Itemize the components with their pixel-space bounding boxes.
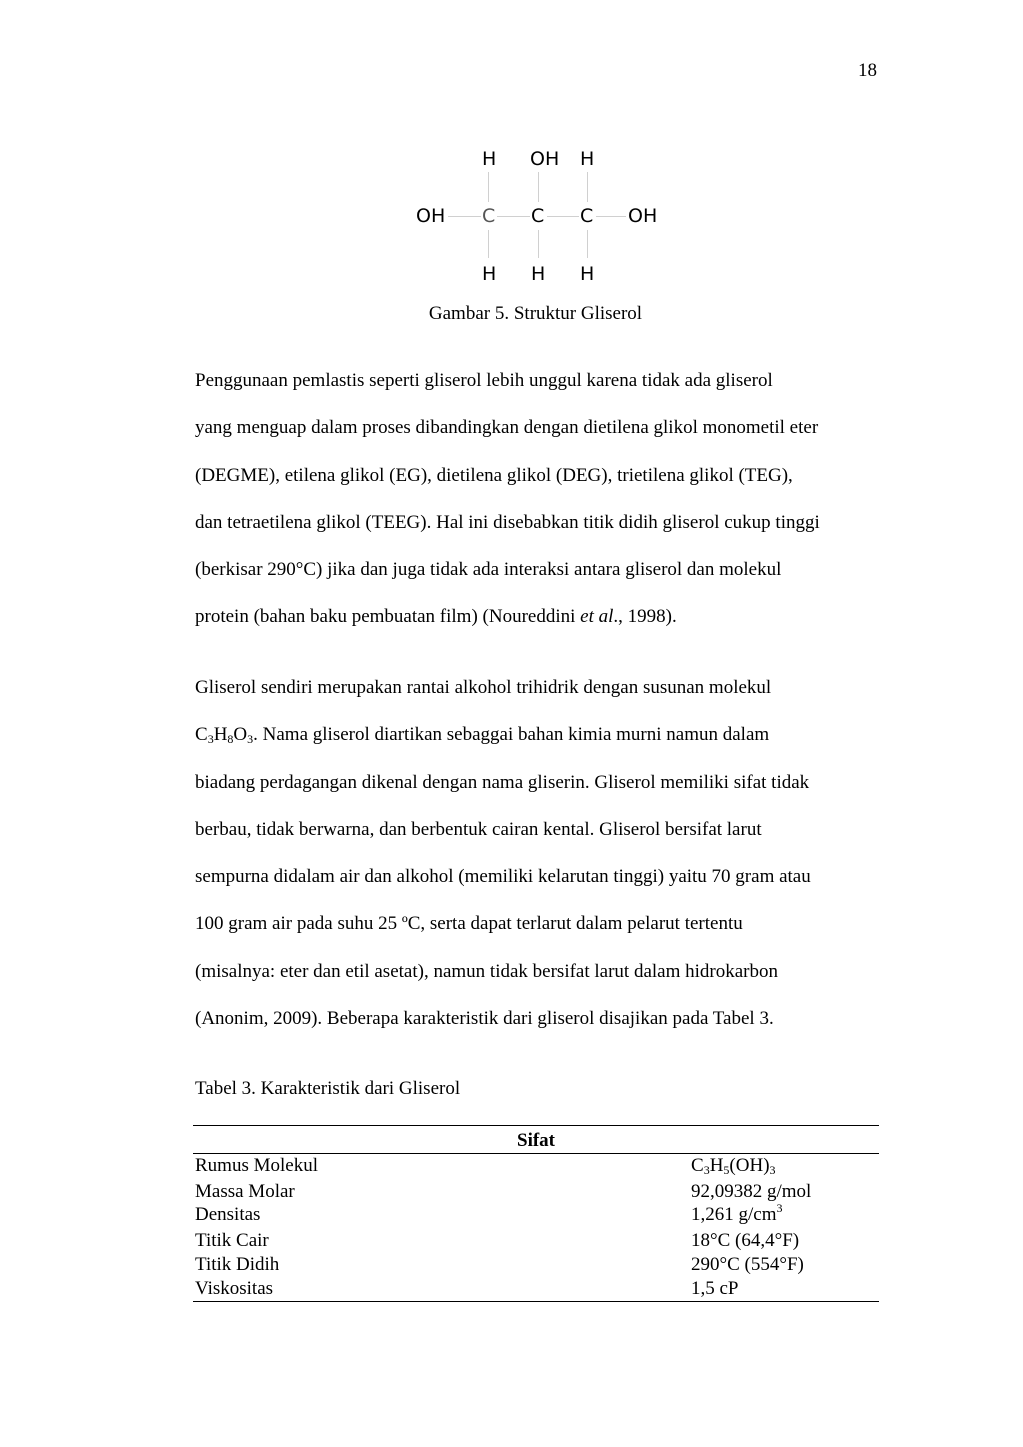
paragraph <box>195 357 895 641</box>
value-cell: 290°C (554°F) <box>691 1253 804 1275</box>
property-cell: Rumus Molekul <box>195 1155 318 1176</box>
bond-line <box>547 216 579 217</box>
property-cell: Titik Didih <box>195 1253 280 1275</box>
property-cell: Densitas <box>195 1204 261 1226</box>
text-line: (Anonim, 2009). Beberapa karakteristik dari gliserol disajikan pada Tabel 3. <box>195 1008 774 1030</box>
atom-label: OH <box>530 148 560 170</box>
text-line: dan tetraetilena glikol (TEEG). Hal ini disebabkan titik didih gliserol cukup tinggi <box>195 511 820 533</box>
formula-o: O <box>233 724 248 746</box>
value-cell: 92,09382 g/mol <box>691 1180 812 1202</box>
atom-label: H <box>531 263 546 285</box>
bond-line <box>488 230 489 258</box>
value-cell: 1,261 $g/cm^3$ <box>691 1201 783 1226</box>
text-line: Penggunaan pemlastis seperti gliserol lebih unggul karena tidak ada gliserol <box>195 370 773 391</box>
formula-h: H <box>213 724 228 746</box>
text-line <box>195 593 895 640</box>
formula-c: C <box>195 724 208 746</box>
value-cell: $C_3H_5(OH)_3$ <box>691 1155 776 1177</box>
bond-line <box>448 216 481 217</box>
property-cell: Viskositas <box>193 1277 689 1302</box>
atom-label: H <box>580 263 595 285</box>
atom-label: H <box>482 263 497 285</box>
atom-label: OH <box>628 205 658 227</box>
bond-line <box>538 172 539 202</box>
text-line: (misalnya: eter dan etil asetat), namun tidak bersifat larut dalam hidrokarbon <box>195 960 778 982</box>
bond-line <box>587 172 588 202</box>
property-cell: Massa Molar <box>195 1180 295 1202</box>
text-line: (DEGME), etilena glikol (EG), dietilena glikol (DEG), trietilena glikol (TEG), <box>195 464 793 486</box>
atom-label: OH <box>416 205 446 227</box>
text-line: (berkisar 290°C) jika dan juga tidak ada interaksi antara gliserol dan molekul <box>195 559 782 581</box>
formula-subscript: 3 <box>207 732 214 747</box>
text-line: yang menguap dalam proses dibandingkan dengan dietilena glikol monometil eter <box>195 417 819 439</box>
bond-line <box>538 230 539 258</box>
bond-line <box>488 172 489 202</box>
value-cell: 1,5 cP <box>689 1277 879 1302</box>
properties-table <box>193 1125 879 1302</box>
paragraph <box>195 664 895 1042</box>
table-row <box>193 1154 879 1180</box>
table-title: Tabel 3. Karakteristik dari Gliserol <box>195 1078 461 1099</box>
bond-line <box>596 216 626 217</box>
table-row <box>193 1253 879 1277</box>
text-segment: ., 1998). <box>613 606 677 628</box>
text-segment: protein (bahan baku pembuatan film) (Noureddini <box>195 606 581 628</box>
atom-label: C <box>580 205 594 227</box>
glycerol-structure-diagram <box>400 140 680 290</box>
page-number: 18 <box>858 60 877 81</box>
atom-label: H <box>482 148 497 170</box>
value-cell: 18°C (64,4°F) <box>691 1230 800 1252</box>
text-line: 100 gram air pada suhu 25 ºC, serta dapat terlarut dalam pelarut tertentu <box>195 913 743 935</box>
property-cell: Titik Cair <box>195 1230 269 1252</box>
bond-line <box>497 216 530 217</box>
table-row <box>193 1203 879 1229</box>
formula-subscript: 8 <box>227 732 234 747</box>
text-line: sempurna didalam air dan alkohol (memiliki kelarutan tinggi) yaitu 70 gram atau <box>195 866 811 888</box>
text-segment: . Nama gliserol diartikan sebaggai bahan kimia murni namun dalam <box>253 724 770 746</box>
text-line: Gliserol sendiri merupakan rantai alkohol trihidrik dengan susunan molekul <box>195 677 772 698</box>
table-row <box>193 1277 879 1302</box>
atom-label: H <box>580 148 595 170</box>
table-row <box>193 1180 879 1204</box>
italic-citation: et al <box>580 606 614 628</box>
bond-line <box>587 230 588 258</box>
atom-label: C <box>482 205 496 227</box>
text-line: biadang perdagangan dikenal dengan nama gliserin. Gliserol memiliki sifat tidak <box>195 771 810 793</box>
text-line: berbau, tidak berwarna, dan berbentuk cairan kental. Gliserol bersifat larut <box>195 818 762 840</box>
table-header: Sifat <box>193 1126 879 1154</box>
figure-caption: Gambar 5. Struktur Gliserol <box>428 303 643 324</box>
table-row <box>193 1229 879 1253</box>
atom-label: C <box>531 205 545 227</box>
text-line <box>195 711 895 758</box>
formula-subscript: 3 <box>247 732 254 747</box>
